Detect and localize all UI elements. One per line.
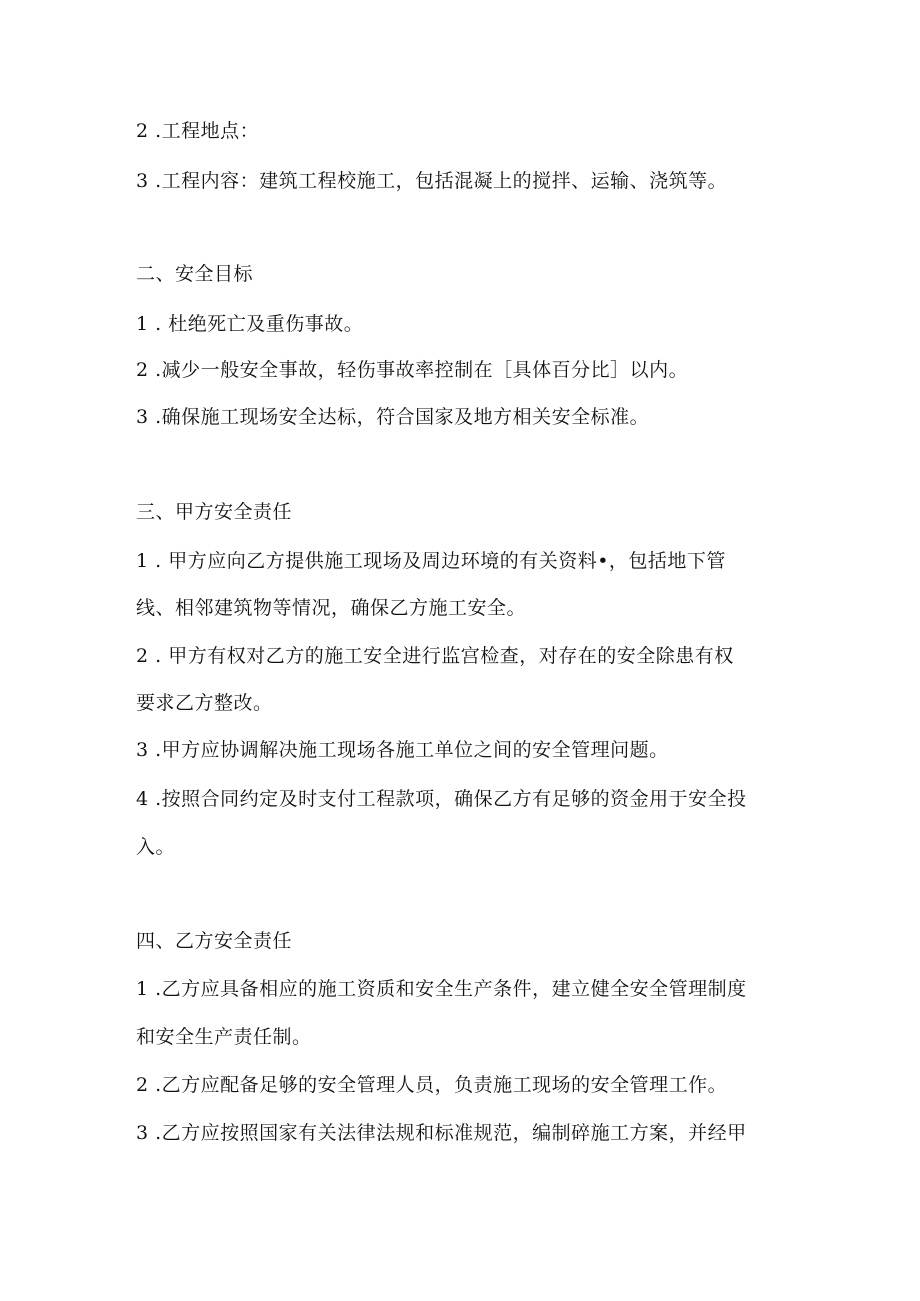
goal-item-2: 2 .减少一般安全事故，轻伤事故率控制在［具体百分比］以内。: [136, 359, 689, 381]
section-heading-safety-goals: 二、安全目标: [136, 263, 254, 285]
item-2-project-location: 2 .工程地点：: [136, 120, 260, 142]
party-a-item-4: 4 .按照合同约定及时支付工程款项，确保乙方有足够的资金用于安全投: [136, 788, 747, 810]
party-a-item-1-continued: 线、相邻建筑物等情况，确保乙方施工安全。: [136, 597, 527, 619]
party-a-item-2-continued: 要求乙方整改。: [136, 692, 273, 714]
section-heading-party-b: 四、乙方安全责任: [136, 930, 293, 952]
section-heading-party-a: 三、甲方安全责任: [136, 501, 293, 523]
party-a-item-3: 3 .甲方应协调解决施工现场各施工单位之间的安全管理问题。: [136, 739, 669, 761]
party-b-item-1-continued: 和安全生产责任制。: [136, 1026, 312, 1048]
party-b-item-2: 2 .乙方应配备足够的安全管理人员，负责施工现场的安全管理工作。: [136, 1074, 728, 1096]
party-b-item-3: 3 .乙方应按照国家有关法律法规和标准规范，编制碎施工方案，并经甲: [136, 1122, 747, 1144]
party-a-item-4-continued: 入。: [136, 836, 176, 858]
party-a-item-2: 2 . 甲方有权对乙方的施工安全进行监宫检查，对存在的安全除患有权: [136, 645, 734, 667]
party-a-item-1: 1 . 甲方应向乙方提供施工现场及周边环境的有关资料•，包括地下管: [136, 550, 726, 572]
item-3-project-content: 3 .工程内容：建筑工程校施工，包括混凝上的搅拌、运输、浇筑等。: [136, 170, 728, 192]
goal-item-3: 3 .确保施工现场安全达标，符合国家及地方相关安全标准。: [136, 406, 650, 428]
goal-item-1: 1 . 杜绝死亡及重伤事故。: [136, 313, 364, 335]
party-b-item-1: 1 .乙方应具备相应的施工资质和安全生产条件，建立健全安全管理制度: [136, 978, 747, 1000]
